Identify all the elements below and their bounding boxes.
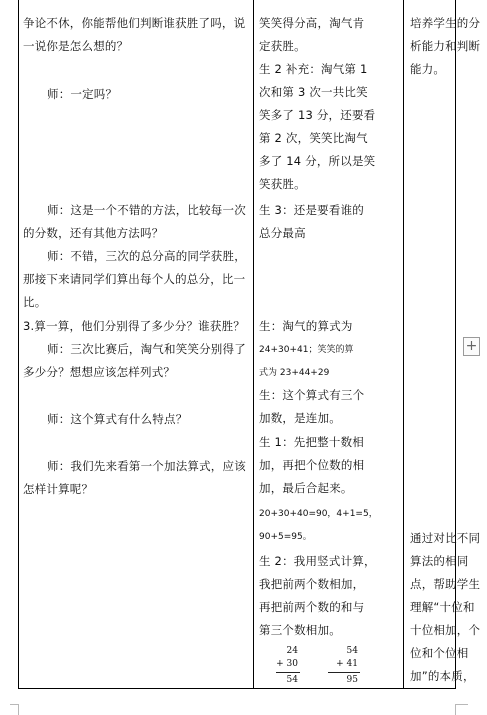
col1-line: 比。 bbox=[23, 295, 47, 309]
col2-line: 加数，是连加。 bbox=[259, 411, 341, 425]
col2-line: 生：淘气的算式为 bbox=[259, 319, 353, 333]
col2-line: 生 3：还是要看谁的 bbox=[259, 203, 364, 217]
col2-line: 生 2：我用竖式计算， bbox=[259, 554, 376, 568]
calc1-mid: + 30 bbox=[276, 659, 298, 669]
col2-line: 第三个数相加。 bbox=[259, 623, 341, 637]
col3-line: 加”的本质， bbox=[410, 669, 475, 683]
col3-line: 十位相加，个 bbox=[410, 623, 481, 637]
col3-line: 培养学生的分 bbox=[410, 16, 481, 30]
col2-line: 加，再把个位数的相 bbox=[259, 458, 365, 472]
col2-line: 第 2 次，笑笑比淘气 bbox=[259, 131, 368, 145]
col2-line: 加，最后合起来。 bbox=[259, 481, 353, 495]
col2-line: 笑笑得分高，淘气肯 bbox=[259, 16, 365, 30]
col3-line: 位和个位相 bbox=[410, 646, 469, 660]
col1-line: 师：我们先来看第一个加法算式，应该 bbox=[47, 459, 246, 473]
col2-line: 我把前两个数相加， bbox=[259, 577, 365, 591]
col2-line: 式为 23+44+29 bbox=[259, 368, 330, 378]
col3-line: 理解“十位和 bbox=[410, 600, 475, 614]
calc2-result: 95 bbox=[346, 675, 358, 685]
col1-line: 争论不休，你能帮他们判断谁获胜了吗，说 bbox=[23, 16, 246, 30]
col2-line: 多了 14 分，所以是笑 bbox=[259, 154, 376, 168]
col3-line: 析能力和判断 bbox=[410, 39, 481, 53]
student-activity-column bbox=[254, 0, 404, 689]
col1-line: 一说你是怎么想的？ bbox=[23, 39, 129, 53]
calc1-top: 24 bbox=[286, 646, 298, 656]
col1-line: 师：这是一个不错的方法，比较每一次 bbox=[47, 203, 246, 217]
calc1-underline bbox=[276, 672, 300, 673]
col2-line: 总分最高 bbox=[259, 226, 306, 240]
col2-line: 24+30+41；笑笑的算 bbox=[259, 345, 354, 355]
col2-line: 定获胜。 bbox=[259, 39, 306, 53]
col3-line: 点，帮助学生 bbox=[410, 577, 481, 591]
calc2-top: 54 bbox=[346, 646, 358, 656]
col3-line: 算法的相同 bbox=[410, 554, 469, 568]
col1-line: 师：三次比赛后，淘气和笑笑分别得了 bbox=[47, 342, 246, 356]
col3-line: 通过对比不同 bbox=[410, 531, 481, 545]
col2-line: 生：这个算式有三个 bbox=[259, 388, 365, 402]
expand-button[interactable]: + bbox=[463, 337, 480, 356]
col2-line: 90+5=95。 bbox=[259, 532, 312, 542]
lesson-plan-table bbox=[18, 0, 481, 689]
col1-line: 的分数，还有其他方法吗？ bbox=[23, 226, 164, 240]
col2-line: 笑获胜。 bbox=[259, 177, 306, 191]
teacher-activity-column bbox=[19, 0, 254, 689]
calc1-result: 54 bbox=[286, 675, 298, 685]
col1-line: 怎样计算呢？ bbox=[23, 482, 94, 496]
col3-line: 能力。 bbox=[410, 62, 446, 76]
crop-mark-bottom-left bbox=[10, 704, 19, 715]
design-intent-column bbox=[404, 0, 481, 689]
col2-line: 笑多了 13 分，还要看 bbox=[259, 108, 376, 122]
col2-line: 次和第 3 次一共比笑 bbox=[259, 85, 368, 99]
col1-line: 那接下来请同学们算出每个人的总分，比一 bbox=[23, 272, 246, 286]
crop-mark-bottom-right bbox=[455, 704, 468, 715]
col1-line: 师：一定吗？ bbox=[47, 87, 118, 101]
col2-line: 20+30+40=90，4+1=5， bbox=[259, 509, 378, 519]
calc2-underline bbox=[328, 672, 360, 673]
calc2-mid: + 41 bbox=[336, 659, 358, 669]
col1-line: 3.算一算，他们分别得了多少分？谁获胜？ bbox=[23, 319, 245, 333]
col1-line: 多少分？想想应该怎样列式？ bbox=[23, 365, 176, 379]
col2-line: 生 1：先把整十数相 bbox=[259, 435, 364, 449]
col2-line: 生 2 补充：淘气第 1 bbox=[259, 62, 368, 76]
col1-line: 师：不错，三次的总分高的同学获胜， bbox=[47, 249, 246, 263]
col1-line: 师：这个算式有什么特点？ bbox=[47, 412, 188, 426]
col2-line: 再把前两个数的和与 bbox=[259, 600, 365, 614]
